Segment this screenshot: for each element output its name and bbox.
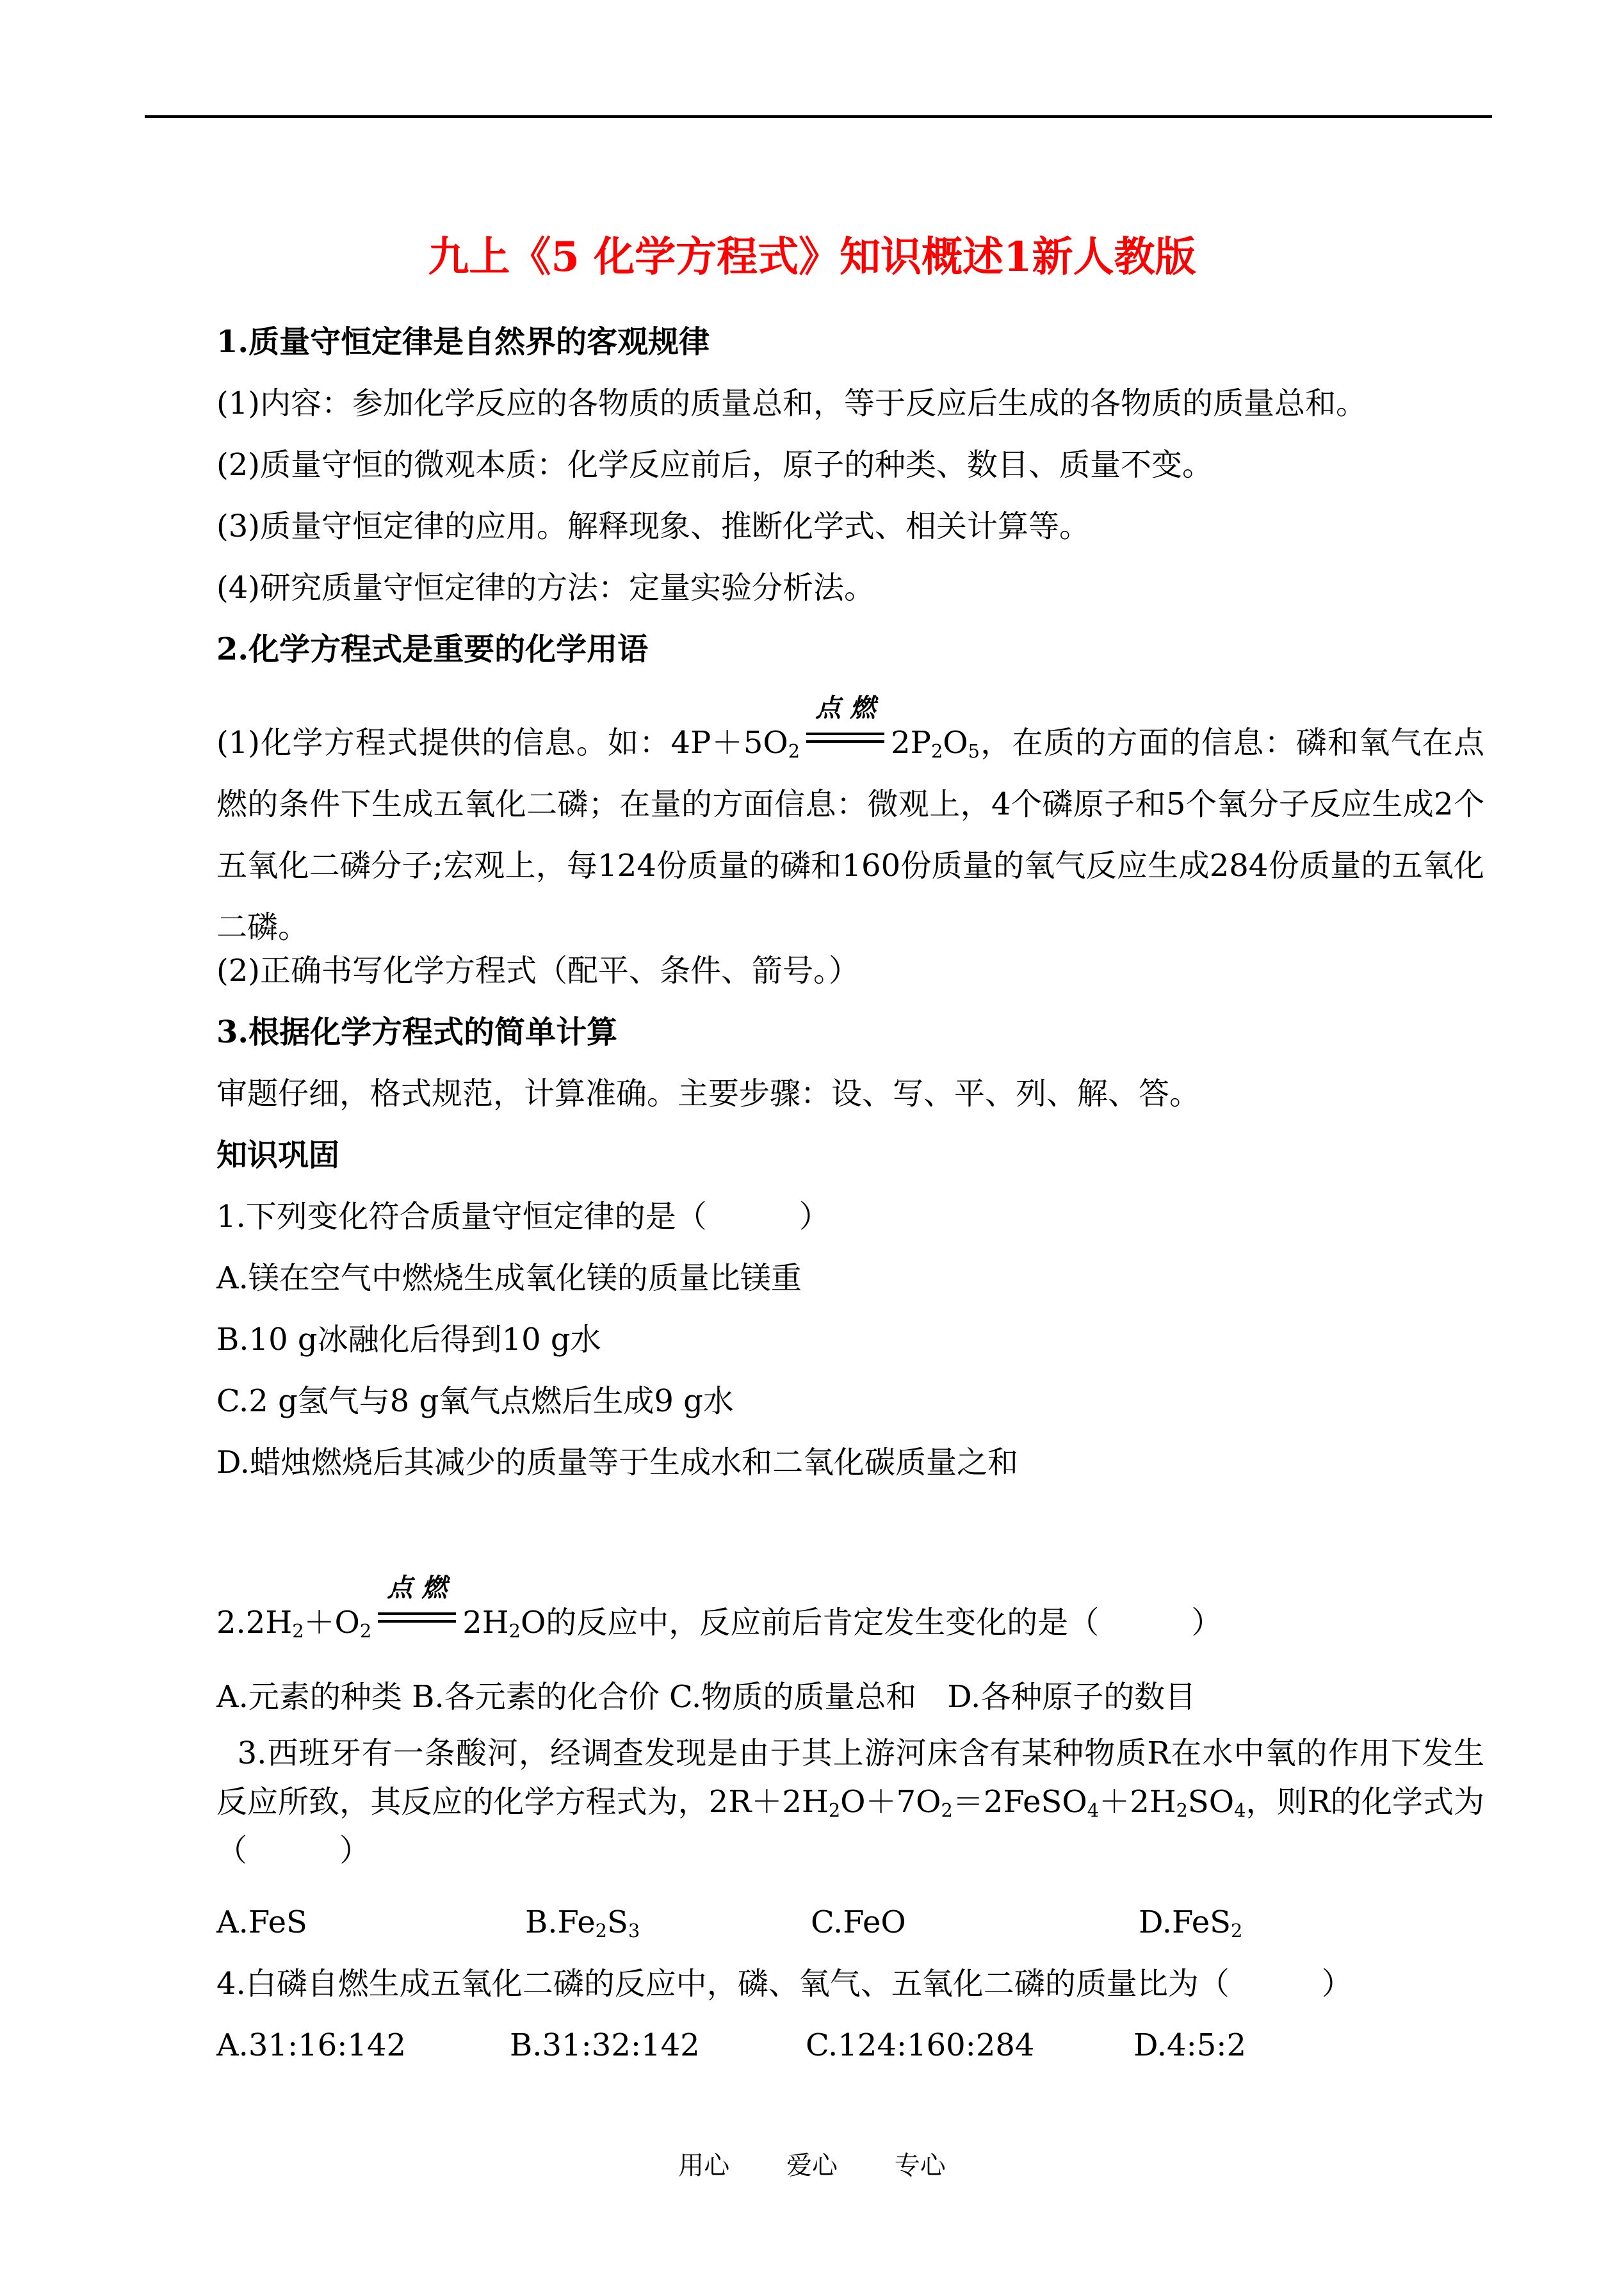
q2-ignition-condition: [375, 1573, 459, 1637]
q3-stem-e: SO: [1187, 1784, 1235, 1820]
section-3-heading: 3.根据化学方程式的简单计算: [216, 1014, 618, 1050]
question-4-option-a: A.31:16:142: [216, 2027, 407, 2063]
question-3-option-b: $B.Fe_2S_3$: [525, 1904, 640, 1942]
section-1-point-3: (3)质量守恒定律的应用。解释现象、推断化学式、相关计算等。: [216, 508, 1090, 544]
question-3-stem: 3.西班牙有一条酸河，经调查发现是由于其上游河床含有某种物质R在水中氧的作用下发生反应所致，其反应的化学方程式为，$2R+2H_2O+7O_2=2FeSO_4+2H_2SO_4$，则R的化学式为（ ）: [216, 1735, 1484, 1869]
q2-plus: ＋O: [304, 1605, 360, 1641]
question-3-option-c: C.FeO: [811, 1904, 906, 1940]
question-3-option-a: A.FeS: [216, 1904, 307, 1940]
q2-ignition-label: 点 燃: [387, 1573, 448, 1603]
question-1-option-a: A.镁在空气中燃烧生成氧化镁的质量比镁重: [216, 1260, 802, 1296]
q3-stem-f: ，则R的化学式为（ ）: [216, 1784, 1484, 1869]
q3-b-pre: B.Fe: [525, 1904, 596, 1940]
footer-word-3: 专心: [894, 2151, 946, 2180]
q3-b-mid: S: [606, 1904, 628, 1940]
page-title: 九上《5 化学方程式》知识概述1新人教版: [428, 233, 1196, 281]
q3-stem-b: O＋7O: [840, 1784, 941, 1820]
question-4-stem: 4.白磷自燃生成五氧化二磷的反应中，磷、氧气、五氧化二磷的质量比为（ ）: [216, 1966, 1352, 2002]
ignition-label: 点 燃: [815, 693, 876, 723]
equation-prefix: (1)化学方程式提供的信息。如：4P＋5O: [216, 725, 788, 761]
question-1-stem: 1.下列变化符合质量守恒定律的是（ ）: [216, 1199, 830, 1235]
q2-prefix: 2.2H: [216, 1605, 293, 1641]
section-3-point-1: 审题仔细，格式规范，计算准确。主要步骤：设、写、平、列、解、答。: [216, 1076, 1201, 1112]
question-4-option-c: C.124:160:284: [806, 2027, 1035, 2063]
q3-stem-d: ＋2H: [1099, 1784, 1176, 1820]
practice-heading: 知识巩固: [216, 1137, 340, 1173]
question-3-option-d: D.FeS$_2$: [1139, 1904, 1243, 1942]
footer-word-1: 用心: [678, 2151, 730, 2180]
section-1-point-4: (4)研究质量守恒定律的方法：定量实验分析法。: [216, 570, 875, 606]
section-1-point-1: (1)内容：参加化学反应的各物质的质量总和，等于反应后生成的各物质的质量总和。: [216, 385, 1367, 421]
question-2-options: A.元素的种类 B.各元素的化合价 C.物质的质量总和 D.各种原子的数目: [216, 1679, 1196, 1715]
header-rule: [145, 115, 1492, 118]
section-2-heading: 2.化学方程式是重要的化学用语: [216, 631, 649, 667]
section-2-point-1: (1)化学方程式提供的信息。如：$4P+5O_2$ 点 燃 $2P_2O_5$，在质的方面的信息：磷和氧气在点燃的条件下生成五氧化二磷；在量的方面信息：微观上，4个磷原子和5个氧分子反应生成2个五氧化二磷分子;宏观上，每124份质量的磷和160份质量的氧气反应生成284份质量的五氧化二磷。: [216, 693, 1484, 945]
q3-stem-c: ＝2FeSO: [952, 1784, 1087, 1820]
q3-stem-a: 3.西班牙有一条酸河，经调查发现是由于其上游河床含有某种物质R在水中氧的作用下发生反应所致，其反应的化学方程式为，2R＋2H: [216, 1735, 1484, 1820]
footer-word-2: 爱心: [786, 2151, 838, 2180]
section-1-point-2: (2)质量守恒的微观本质：化学反应前后，原子的种类、数目、质量不变。: [216, 447, 1213, 483]
q2-suffix: O的反应中，反应前后肯定发生变化的是（ ）: [520, 1605, 1222, 1641]
page-footer: [0, 2145, 1624, 2182]
question-4-option-d: D.4:5:2: [1133, 2027, 1246, 2063]
equation-explanation: ，在质的方面的信息：磷和氧气在点燃的条件下生成五氧化二磷；在量的方面信息：微观上，4个磷原子和5个氧分子反应生成2个五氧化二磷分子;宏观上，每124份质量的磷和160份质量的氧气反应生成284份质量的五氧化二磷。: [216, 725, 1484, 945]
section-1-heading: 1.质量守恒定律是自然界的客观规律: [216, 324, 710, 360]
q2-product: 2H: [462, 1605, 509, 1641]
question-1-option-d: D.蜡烛燃烧后其减少的质量等于生成水和二氧化碳质量之和: [216, 1445, 1019, 1480]
ignition-condition: [804, 693, 887, 757]
question-1-option-c: C.2 g氢气与8 g氧气点燃后生成9 g水: [216, 1383, 734, 1419]
question-4-option-b: B.31:32:142: [510, 2027, 700, 2063]
section-2-point-2: (2)正确书写化学方程式（配平、条件、箭号。）: [216, 953, 859, 989]
q3-d-pre: D.FeS: [1139, 1904, 1231, 1940]
question-1-option-b: B.10 g冰融化后得到10 g水: [216, 1322, 601, 1358]
question-2-stem: $2.2H_2+O_2$ 点 燃 $2H_2O$的反应中，反应前后肯定发生变化的是（ ）: [216, 1573, 1222, 1642]
equation-product: 2P: [891, 725, 931, 761]
